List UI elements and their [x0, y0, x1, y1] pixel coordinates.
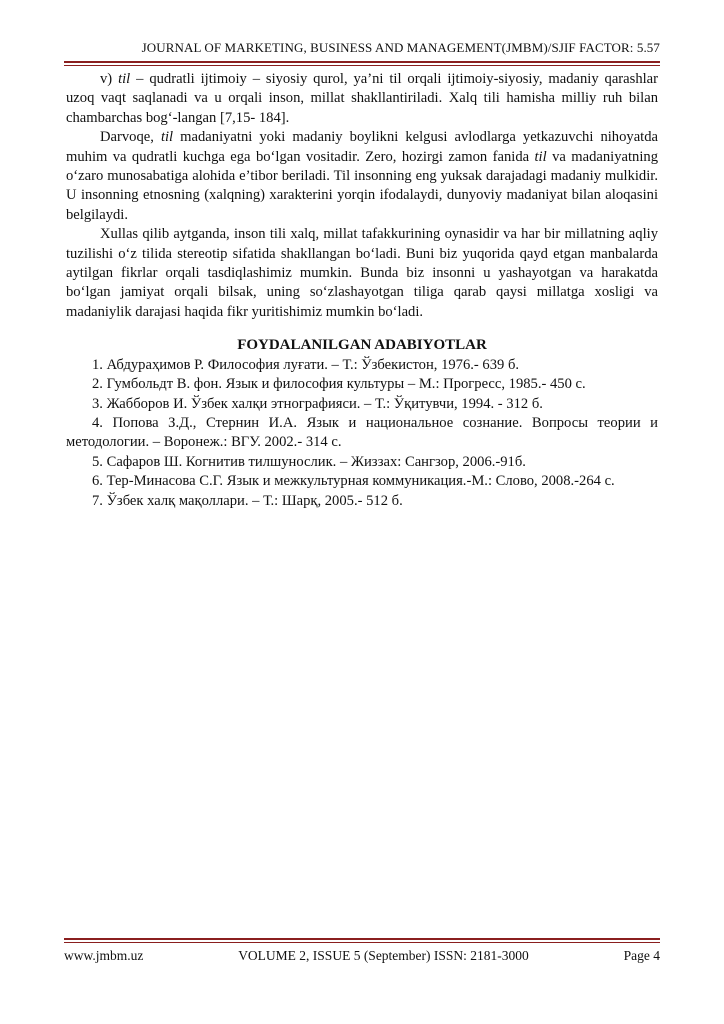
header-rule-thin — [64, 65, 660, 66]
paragraph-til-quroli — [66, 70, 658, 128]
p2-term-2: til — [534, 148, 547, 165]
references-title: FOYDALANILGAN ADABIYOTLAR — [237, 337, 487, 354]
paragraph-darvoqe — [66, 128, 658, 225]
p1-prefix: v) — [100, 71, 119, 87]
reference-item: 5. Сафаров Ш. Когнитив тилшунослик. – Жиззах: Сангзор, 2006.-91б. — [92, 453, 526, 470]
p2-text-2: va madaniyatning o‘zaro munosabatiga alohida e’tibor beriladi. Til insonning eng yuksak darajadagi madaniy mulkidir. U insonning etnosning (xalqning) xarakterini yorqin ifodalaydi, dunyoviy madaniyat bilan aloqasini belgilaydi. — [66, 148, 658, 223]
reference-item: 6. Тер-Минасова С.Г. Язык и межкультурная коммуникация.-М.: Слово, 2008.-264 с. — [92, 473, 615, 490]
p1-term: til — [118, 71, 131, 87]
p1-text: – qudratli ijtimoiy – siyosiy qurol, ya’ni til orqali ijtimoiy-siyosiy, madaniy qarashlar uzoq vaqt saqlanadi va u orqali inson, millat shakllantiriladi. Xalq tili hamisha milliy ruh bilan chambarchas bog‘-langan [7,15- 184]. — [66, 71, 659, 126]
header-rule — [64, 61, 660, 63]
running-footer — [64, 948, 660, 964]
p2-text-1: madaniyatni yoki madaniy boylikni kelgusi avlodlarga yetkazuvchi nihoyatda muhim va qudratli kuchga ega bo‘lgan vositadir. Zero, hozirgi zamon fanida — [66, 129, 659, 165]
reference-item: 4. Попова З.Д., Стернин И.А. Язык и национальное сознание. Вопросы теории и методологии. – Воронеж.: ВГУ. 2002.- 314 с. — [66, 414, 658, 451]
p2-lead: Darvoqe, — [100, 129, 161, 146]
footer-issue-info: VOLUME 2, ISSUE 5 (September) ISSN: 2181-3000 — [238, 948, 529, 963]
reference-item: 1. Абдураҳимов Р. Философия луғати. – Т.: Ўзбекистон, 1976.- 639 б. — [92, 356, 520, 373]
reference-item: 7. Ўзбек халқ мақоллари. – Т.: Шарқ, 2005.- 512 б. — [92, 492, 403, 509]
reference-item: 2. Гумбольдт В. фон. Язык и философия культуры – М.: Прогресс, 1985.- 450 с. — [92, 376, 586, 393]
p2-term-1: til — [160, 129, 174, 146]
footer-page-number: Page 4 — [623, 948, 660, 963]
reference-item: 3. Жабборов И. Ўзбек халқи этнографияси. – Т.: Ўқитувчи, 1994. - 312 б. — [92, 395, 543, 412]
footer-website-link[interactable]: www.jmbm.uz — [64, 948, 144, 963]
references-list — [66, 356, 658, 511]
footer-rule — [64, 938, 660, 940]
paragraph-xullas: Xullas qilib aytganda, inson tili xalq, millat tafakkurining oynasidir va har bir millatning aqliy tuzilishi o‘z tilida stereotip sifatida shakllangan bo‘ladi. Buni biz yuqorida qayd etgan manbalarda aytilgan fikrlar orqali tasdiqlashimiz mumkin. Bunda biz insonni u yashayotgan va harakatda bo‘lgan jamiyat orqali bilsak, uning so‘zlashayotgan tiliga qarab qaysi millatga xosligi va madaniylik darajasi haqida fikr yuritishimiz mumkin bo‘ladi. — [66, 226, 658, 320]
page-content — [66, 70, 658, 511]
running-header: JOURNAL OF MARKETING, BUSINESS AND MANAGEMENT(JMBM)/SJIF FACTOR: 5.57 — [141, 40, 660, 55]
footer-rule-thin — [64, 942, 660, 943]
